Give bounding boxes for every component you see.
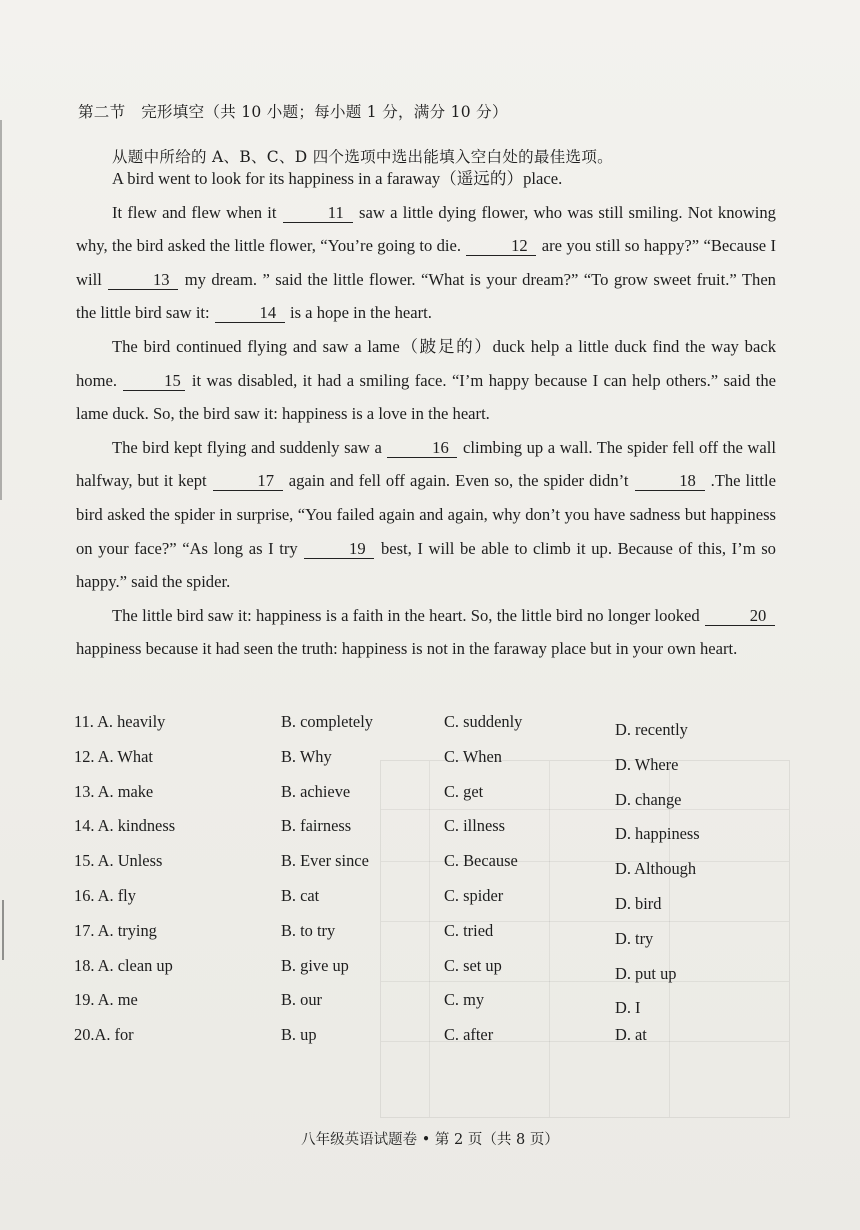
option-c: C. When	[444, 746, 502, 766]
passage-text: best, I will be able to climb it up. Because of this, I’m so happy.” said the spider.	[76, 538, 776, 592]
passage-text: my dream. ” said the little flower. “What is your dream?” “To grow sweet fruit.” Then the little bird saw it:	[76, 269, 776, 323]
option-c: C. spider	[444, 885, 504, 905]
option-d: D. bird	[615, 893, 662, 913]
option-b: B. achieve	[281, 781, 351, 801]
option-b: B. cat	[281, 885, 320, 905]
cloze-passage	[76, 162, 776, 666]
passage-paragraph-5	[76, 599, 776, 666]
passage-text: The bird continued flying and saw a lame（跛足的）duck help a little duck find the way back home.	[76, 336, 776, 390]
blank-18: 18	[635, 472, 705, 491]
option-row-15	[74, 851, 794, 886]
passage-paragraph-3	[76, 330, 776, 431]
passage-text: saw a little dying flower, who was still smiling. Not knowing why, the bird asked the little flower, “You’re going to die.	[76, 202, 776, 256]
option-a: 12. A. What	[74, 746, 153, 766]
option-row-20	[74, 1025, 794, 1060]
option-d: D. recently	[615, 720, 688, 739]
option-c: C. my	[444, 990, 485, 1010]
scan-edge-mark	[0, 120, 2, 500]
passage-text: climbing up a wall. The spider fell off the wall halfway, but it kept	[76, 437, 777, 491]
option-b: B. Why	[281, 746, 332, 766]
option-d: D. I	[615, 998, 641, 1018]
option-c: C. set up	[444, 955, 502, 975]
passage-text: is a hope in the heart.	[289, 303, 432, 323]
blank-14: 14	[215, 304, 285, 323]
option-c: C. Because	[444, 851, 518, 871]
section-title: 第二节 完形填空（共 10 小题；每小题 1 分，满分 10 分）	[78, 103, 508, 121]
option-a: 20.A. for	[74, 1025, 134, 1045]
scan-edge-mark-lower	[2, 900, 4, 960]
option-b: B. our	[281, 990, 322, 1010]
passage-text: The little bird saw it: happiness is a faith in the heart. So, the little bird no longer looked	[112, 605, 700, 625]
option-row-19	[74, 990, 794, 1025]
option-a: 15. A. Unless	[74, 851, 163, 871]
passage-text: It flew and flew when it	[112, 202, 277, 222]
page-footer: 八年级英语试题卷 • 第 2 页（共 8 页）	[301, 1132, 559, 1148]
option-c: C. suddenly	[444, 712, 523, 731]
passage-text: again and fell off again. Even so, the spider didn’t	[288, 471, 629, 491]
option-row-13	[74, 782, 794, 817]
option-a: 19. A. me	[74, 990, 138, 1010]
option-row-16	[74, 886, 794, 921]
option-a: 14. A. kindness	[74, 816, 176, 836]
passage-text: happiness because it had seen the truth: happiness is not in the faraway place but in your own heart.	[76, 639, 738, 659]
option-c: C. tried	[444, 920, 494, 940]
passage-text: The bird kept flying and suddenly saw a	[112, 437, 382, 457]
blank-11: 11	[283, 204, 353, 223]
passage-paragraph-4	[76, 431, 776, 599]
option-a: 16. A. fly	[74, 885, 136, 905]
option-b: B. give up	[281, 955, 349, 975]
option-b: B. fairness	[281, 816, 352, 836]
option-d: D. try	[615, 928, 654, 948]
option-d: D. Although	[615, 859, 697, 879]
option-a: 13. A. make	[74, 781, 154, 801]
instruction: 从题中所给的 A、B、C、D 四个选项中选出能填入空白处的最佳选项。	[112, 148, 613, 166]
option-c: C. get	[444, 781, 484, 801]
blank-20: 20	[705, 607, 775, 626]
passage-text: it was disabled, it had a smiling face. “I’m happy because I can help others.” said the lame duck. So, the bird saw it: happiness is a love in the heart.	[76, 370, 776, 424]
passage-text: are you still so happy?” “Because I will	[76, 236, 777, 289]
option-b: B. Ever since	[281, 851, 369, 871]
option-d: D. change	[615, 789, 682, 809]
blank-13: 13	[108, 271, 178, 290]
option-b: B. completely	[281, 712, 373, 731]
blank-12: 12	[466, 237, 536, 256]
option-a: 17. A. trying	[74, 920, 157, 940]
option-row-11	[74, 712, 794, 747]
blank-16: 16	[387, 439, 457, 458]
option-d: D. put up	[615, 963, 677, 983]
answer-options	[74, 712, 794, 1060]
passage-paragraph-2	[76, 196, 776, 330]
option-a: 18. A. clean up	[74, 955, 173, 975]
passage-paragraph-1: A bird went to look for its happiness in a faraway（遥远的）place.	[112, 169, 563, 188]
option-d: D. at	[615, 1025, 647, 1045]
option-d: D. Where	[615, 754, 679, 774]
blank-17: 17	[213, 472, 283, 491]
option-row-14	[74, 816, 794, 851]
option-b: B. to try	[281, 920, 336, 940]
option-c: C. after	[444, 1025, 494, 1045]
option-row-18	[74, 956, 794, 991]
passage-text: .The little bird asked the spider in surprise, “You failed again and again, why don’t you have sadness but happiness on your face?” “As long as I try	[76, 471, 776, 558]
option-row-12	[74, 747, 794, 782]
blank-19: 19	[304, 540, 374, 559]
option-b: B. up	[281, 1025, 317, 1045]
option-c: C. illness	[444, 816, 506, 836]
option-d: D. happiness	[615, 824, 700, 844]
option-a: 11. A. heavily	[74, 712, 166, 731]
blank-15: 15	[123, 372, 185, 391]
option-row-17	[74, 921, 794, 956]
